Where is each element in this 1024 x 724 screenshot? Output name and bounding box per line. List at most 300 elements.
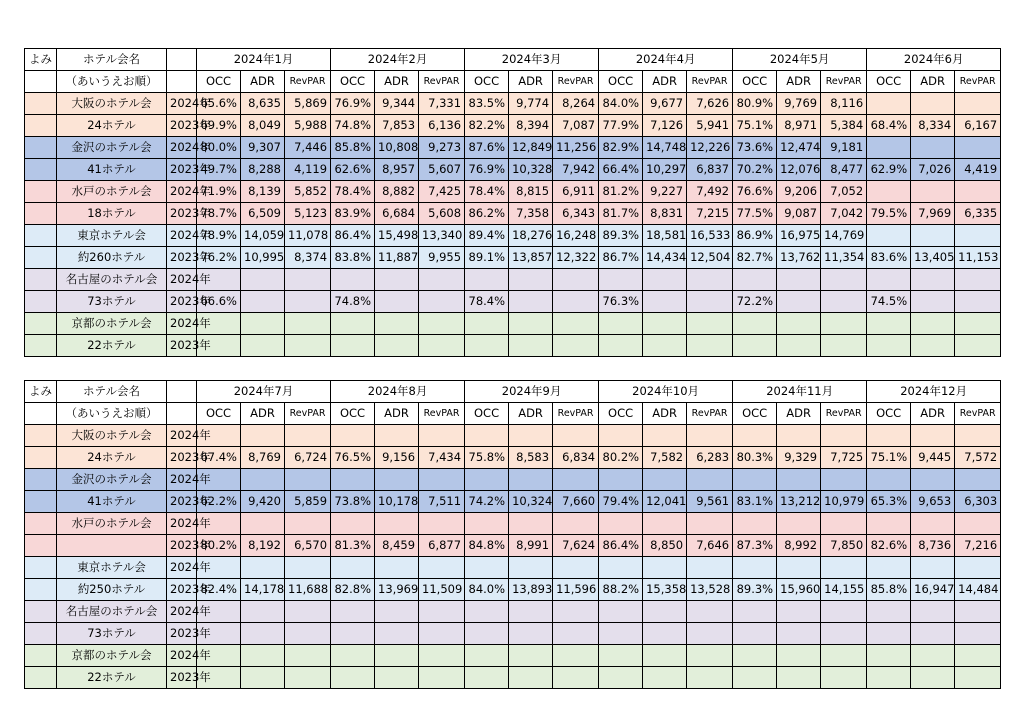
data-cell: [821, 557, 867, 579]
data-cell: [867, 469, 911, 491]
table-row: [25, 225, 1001, 247]
data-cell: 13,340: [419, 225, 465, 247]
table-row: [25, 535, 1001, 557]
data-cell: [375, 623, 419, 645]
data-cell: 70.2%: [733, 159, 777, 181]
data-cell: [331, 667, 375, 689]
data-cell: [911, 469, 955, 491]
data-cell: [285, 291, 331, 313]
data-cell: [465, 313, 509, 335]
data-cell: [687, 513, 733, 535]
data-cell: 65.3%: [867, 491, 911, 513]
header-row-metrics: [25, 403, 1001, 425]
data-cell: [911, 335, 955, 357]
data-cell: 80.9%: [733, 93, 777, 115]
data-cell: [509, 557, 553, 579]
hotel-count: 18ホテル: [57, 203, 167, 225]
data-cell: [733, 601, 777, 623]
data-cell: 18,581: [643, 225, 687, 247]
blank-header-cell: [25, 403, 57, 425]
data-cell: 77.5%: [733, 203, 777, 225]
metric-header: RevPAR: [553, 71, 599, 93]
data-cell: 76.5%: [331, 447, 375, 469]
data-cell: 7,434: [419, 447, 465, 469]
data-cell: [241, 557, 285, 579]
data-cell: 7,358: [509, 203, 553, 225]
data-cell: [955, 645, 1001, 667]
data-cell: [331, 335, 375, 357]
data-cell: 9,206: [777, 181, 821, 203]
data-cell: 6,303: [955, 491, 1001, 513]
data-cell: [419, 469, 465, 491]
data-cell: [955, 291, 1001, 313]
metric-header: OCC: [331, 71, 375, 93]
data-cell: 83.8%: [331, 247, 375, 269]
year-label: 2024年: [167, 137, 197, 159]
table-row: [25, 579, 1001, 601]
data-cell: 7,850: [821, 535, 867, 557]
month-header: 2024年4月: [599, 49, 733, 71]
data-cell: [867, 93, 911, 115]
data-cell: [643, 513, 687, 535]
hotel-count: 約250ホテル: [57, 579, 167, 601]
year-label: 2023年: [167, 203, 197, 225]
table-row: [25, 181, 1001, 203]
year-label: 2023年: [167, 667, 197, 689]
header-row-metrics: [25, 71, 1001, 93]
data-cell: [643, 623, 687, 645]
data-cell: 9,156: [375, 447, 419, 469]
data-cell: [643, 335, 687, 357]
blank-header-cell: [167, 381, 197, 403]
metric-header: ADR: [241, 403, 285, 425]
year-label: 2024年: [167, 93, 197, 115]
table-row: [25, 425, 1001, 447]
metric-header: RevPAR: [955, 403, 1001, 425]
data-cell: 9,677: [643, 93, 687, 115]
data-cell: [599, 469, 643, 491]
data-cell: [821, 335, 867, 357]
metric-header: RevPAR: [821, 403, 867, 425]
data-cell: 82.8%: [331, 579, 375, 601]
table-row: [25, 247, 1001, 269]
data-cell: 14,434: [643, 247, 687, 269]
month-header: 2024年1月: [197, 49, 331, 71]
data-cell: [331, 557, 375, 579]
yomi-cell: [25, 115, 57, 137]
data-cell: 7,511: [419, 491, 465, 513]
data-cell: 89.4%: [465, 225, 509, 247]
yomi-cell: [25, 579, 57, 601]
metric-header: ADR: [777, 403, 821, 425]
data-cell: 13,893: [509, 579, 553, 601]
data-cell: 83.9%: [331, 203, 375, 225]
data-cell: 84.0%: [465, 579, 509, 601]
data-cell: [821, 513, 867, 535]
data-cell: [955, 225, 1001, 247]
data-cell: 13,969: [375, 579, 419, 601]
data-cell: [285, 623, 331, 645]
hotel-group-name: 大阪のホテル会: [57, 425, 167, 447]
yomi-cell: [25, 269, 57, 291]
data-cell: [241, 469, 285, 491]
metric-header: RevPAR: [285, 71, 331, 93]
yomi-cell: [25, 93, 57, 115]
data-cell: [955, 269, 1001, 291]
data-cell: 74.8%: [331, 115, 375, 137]
table-row: [25, 447, 1001, 469]
data-cell: 75.8%: [465, 447, 509, 469]
data-cell: 85.8%: [331, 137, 375, 159]
blank-header-cell: [167, 49, 197, 71]
yomi-cell: [25, 291, 57, 313]
data-cell: 8,831: [643, 203, 687, 225]
data-cell: [955, 469, 1001, 491]
data-cell: [509, 425, 553, 447]
data-cell: 7,492: [687, 181, 733, 203]
data-cell: 7,446: [285, 137, 331, 159]
yomi-cell: [25, 623, 57, 645]
data-cell: [687, 667, 733, 689]
data-cell: [867, 269, 911, 291]
data-cell: 9,769: [777, 93, 821, 115]
yomi-cell: [25, 181, 57, 203]
data-cell: [375, 645, 419, 667]
data-cell: [643, 313, 687, 335]
data-cell: 9,344: [375, 93, 419, 115]
data-cell: 7,087: [553, 115, 599, 137]
data-cell: [553, 513, 599, 535]
hotel-group-name: 水戸のホテル会: [57, 513, 167, 535]
data-cell: 62.6%: [331, 159, 375, 181]
data-cell: [643, 425, 687, 447]
data-cell: [241, 335, 285, 357]
data-cell: [419, 557, 465, 579]
data-cell: 11,887: [375, 247, 419, 269]
data-cell: 7,582: [643, 447, 687, 469]
data-cell: [911, 601, 955, 623]
yomi-cell: [25, 159, 57, 181]
data-cell: [733, 513, 777, 535]
data-cell: 10,328: [509, 159, 553, 181]
yomi-cell: [25, 335, 57, 357]
data-cell: [419, 623, 465, 645]
data-cell: 11,688: [285, 579, 331, 601]
data-cell: [821, 291, 867, 313]
data-cell: 66.6%: [197, 291, 241, 313]
data-cell: [733, 335, 777, 357]
data-cell: [643, 557, 687, 579]
data-cell: [509, 601, 553, 623]
data-cell: 82.9%: [599, 137, 643, 159]
data-cell: 12,322: [553, 247, 599, 269]
data-cell: [777, 291, 821, 313]
data-cell: [241, 601, 285, 623]
data-cell: [375, 469, 419, 491]
yomi-cell: [25, 513, 57, 535]
data-cell: 84.0%: [599, 93, 643, 115]
year-label: 2024年: [167, 469, 197, 491]
data-cell: [867, 137, 911, 159]
data-cell: [911, 513, 955, 535]
data-cell: 16,975: [777, 225, 821, 247]
data-cell: 10,979: [821, 491, 867, 513]
data-cell: 80.2%: [599, 447, 643, 469]
metric-header: OCC: [599, 71, 643, 93]
data-cell: [285, 313, 331, 335]
yomi-cell: [25, 247, 57, 269]
data-cell: 86.9%: [733, 225, 777, 247]
metric-header: ADR: [509, 403, 553, 425]
data-cell: 78.9%: [197, 225, 241, 247]
data-cell: [509, 667, 553, 689]
data-cell: 9,420: [241, 491, 285, 513]
data-cell: [687, 645, 733, 667]
data-cell: 83.5%: [465, 93, 509, 115]
data-cell: 11,256: [553, 137, 599, 159]
data-cell: 7,626: [687, 93, 733, 115]
data-cell: 83.1%: [733, 491, 777, 513]
table-section-2: [24, 380, 1001, 689]
data-cell: [465, 601, 509, 623]
data-cell: [643, 601, 687, 623]
hotel-count: 22ホテル: [57, 667, 167, 689]
data-cell: [867, 335, 911, 357]
data-cell: 10,808: [375, 137, 419, 159]
data-cell: [241, 425, 285, 447]
yomi-cell: [25, 557, 57, 579]
data-cell: [911, 667, 955, 689]
data-cell: [331, 513, 375, 535]
data-cell: 14,059: [241, 225, 285, 247]
table-row: [25, 159, 1001, 181]
data-cell: [599, 425, 643, 447]
data-cell: 79.4%: [599, 491, 643, 513]
metric-header: ADR: [375, 71, 419, 93]
year-label: 2024年: [167, 225, 197, 247]
data-cell: 14,769: [821, 225, 867, 247]
data-cell: 82.7%: [733, 247, 777, 269]
data-cell: [599, 269, 643, 291]
data-cell: 81.7%: [599, 203, 643, 225]
data-cell: [375, 425, 419, 447]
data-cell: [777, 469, 821, 491]
metric-header: OCC: [331, 403, 375, 425]
table-row: [25, 313, 1001, 335]
blank-header-cell: [167, 403, 197, 425]
data-cell: 89.3%: [599, 225, 643, 247]
data-cell: [465, 557, 509, 579]
data-cell: 6,335: [955, 203, 1001, 225]
data-cell: 8,882: [375, 181, 419, 203]
yomi-cell: [25, 225, 57, 247]
data-cell: 69.9%: [197, 115, 241, 137]
data-cell: [821, 645, 867, 667]
data-cell: 66.4%: [599, 159, 643, 181]
data-cell: [553, 335, 599, 357]
data-cell: [821, 667, 867, 689]
sort-order-note: （あいうえお順）: [57, 71, 167, 93]
data-cell: 13,212: [777, 491, 821, 513]
yomi-cell: [25, 491, 57, 513]
data-cell: 8,992: [777, 535, 821, 557]
data-cell: 8,991: [509, 535, 553, 557]
header-row-months: [25, 49, 1001, 71]
data-cell: [553, 269, 599, 291]
data-cell: [553, 645, 599, 667]
data-cell: [509, 469, 553, 491]
data-cell: [867, 225, 911, 247]
data-cell: [419, 513, 465, 535]
data-cell: [777, 601, 821, 623]
table-row: [25, 557, 1001, 579]
data-cell: 11,078: [285, 225, 331, 247]
hotel-group-name: 東京ホテル会: [57, 225, 167, 247]
yomi-cell: [25, 137, 57, 159]
data-cell: [867, 557, 911, 579]
data-cell: [375, 291, 419, 313]
yomi-cell: [25, 203, 57, 225]
data-cell: 6,877: [419, 535, 465, 557]
data-cell: 9,307: [241, 137, 285, 159]
data-cell: [553, 469, 599, 491]
data-cell: 11,596: [553, 579, 599, 601]
data-cell: [553, 313, 599, 335]
data-cell: [465, 269, 509, 291]
data-cell: 7,969: [911, 203, 955, 225]
data-cell: [911, 291, 955, 313]
hotel-count: 41ホテル: [57, 159, 167, 181]
metric-header: OCC: [867, 71, 911, 93]
data-cell: 8,394: [509, 115, 553, 137]
data-cell: 77.9%: [599, 115, 643, 137]
data-cell: [687, 601, 733, 623]
data-cell: [553, 667, 599, 689]
yomi-cell: [25, 535, 57, 557]
month-header: 2024年6月: [867, 49, 1001, 71]
year-label: 2024年: [167, 181, 197, 203]
data-cell: [375, 601, 419, 623]
blank-header-cell: [167, 71, 197, 93]
data-cell: 82.6%: [867, 535, 911, 557]
data-cell: [643, 469, 687, 491]
hotel-column-header: ホテル会名: [57, 49, 167, 71]
data-cell: 13,857: [509, 247, 553, 269]
data-cell: 11,354: [821, 247, 867, 269]
data-cell: 10,324: [509, 491, 553, 513]
metric-header: ADR: [911, 403, 955, 425]
data-cell: [643, 269, 687, 291]
table-row: [25, 469, 1001, 491]
data-cell: 14,484: [955, 579, 1001, 601]
year-label: 2023年: [167, 115, 197, 137]
data-cell: [599, 667, 643, 689]
data-cell: 12,474: [777, 137, 821, 159]
data-cell: [375, 335, 419, 357]
data-cell: 8,334: [911, 115, 955, 137]
data-cell: 74.8%: [331, 291, 375, 313]
table-row: [25, 269, 1001, 291]
data-cell: [375, 513, 419, 535]
month-header: 2024年2月: [331, 49, 465, 71]
data-cell: 75.1%: [733, 115, 777, 137]
data-cell: [687, 291, 733, 313]
data-cell: [509, 645, 553, 667]
yomi-header: よみ: [25, 49, 57, 71]
data-cell: 4,419: [955, 159, 1001, 181]
data-cell: [599, 645, 643, 667]
data-cell: [285, 601, 331, 623]
data-cell: [553, 557, 599, 579]
data-cell: [241, 291, 285, 313]
data-cell: [911, 425, 955, 447]
data-cell: 13,762: [777, 247, 821, 269]
data-cell: [911, 623, 955, 645]
data-cell: [733, 469, 777, 491]
data-cell: [331, 645, 375, 667]
data-cell: [375, 313, 419, 335]
data-cell: [777, 623, 821, 645]
data-cell: [955, 513, 1001, 535]
data-cell: [419, 313, 465, 335]
data-cell: [911, 181, 955, 203]
data-cell: 5,869: [285, 93, 331, 115]
data-cell: 7,215: [687, 203, 733, 225]
data-cell: [867, 513, 911, 535]
data-cell: [419, 291, 465, 313]
data-cell: [419, 269, 465, 291]
data-cell: 12,076: [777, 159, 821, 181]
data-cell: [643, 291, 687, 313]
metric-header: OCC: [465, 71, 509, 93]
data-cell: 80.0%: [197, 137, 241, 159]
hotel-count: [57, 535, 167, 557]
metric-header: ADR: [643, 71, 687, 93]
table-row: [25, 645, 1001, 667]
data-cell: [285, 667, 331, 689]
data-cell: 14,748: [643, 137, 687, 159]
metric-header: OCC: [733, 71, 777, 93]
data-cell: 89.1%: [465, 247, 509, 269]
data-cell: 4,119: [285, 159, 331, 181]
blank-header-cell: [25, 71, 57, 93]
data-cell: [465, 667, 509, 689]
data-cell: [599, 335, 643, 357]
sort-order-note: （あいうえお順）: [57, 403, 167, 425]
data-cell: 6,509: [241, 203, 285, 225]
data-cell: [777, 313, 821, 335]
data-cell: [955, 181, 1001, 203]
data-cell: 7,425: [419, 181, 465, 203]
data-cell: 8,192: [241, 535, 285, 557]
data-cell: [955, 425, 1001, 447]
data-cell: 75.1%: [867, 447, 911, 469]
year-label: 2023年: [167, 159, 197, 181]
data-cell: [867, 313, 911, 335]
data-cell: 9,273: [419, 137, 465, 159]
year-label: 2023年: [167, 447, 197, 469]
metric-header: ADR: [911, 71, 955, 93]
data-cell: [777, 645, 821, 667]
data-cell: 78.7%: [197, 203, 241, 225]
data-cell: [553, 623, 599, 645]
metric-header: OCC: [197, 71, 241, 93]
year-label: 2024年: [167, 313, 197, 335]
data-cell: [911, 645, 955, 667]
data-cell: [509, 291, 553, 313]
data-cell: [375, 667, 419, 689]
data-cell: [821, 313, 867, 335]
